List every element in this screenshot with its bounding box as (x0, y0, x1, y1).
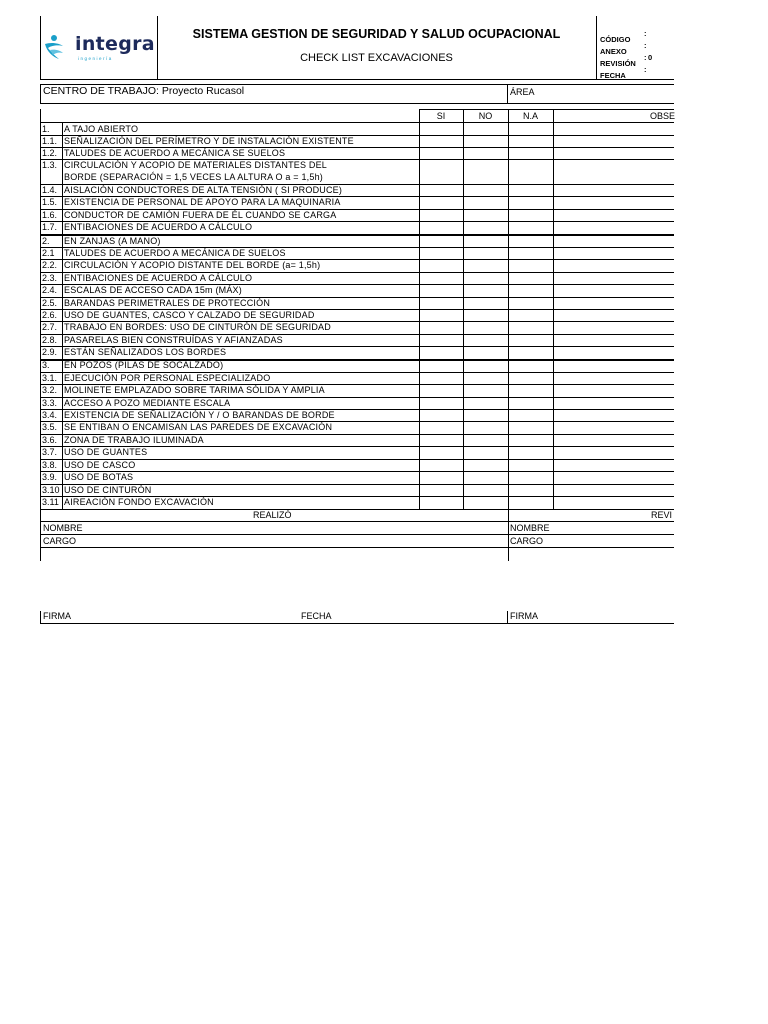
logo (40, 30, 158, 66)
nombre-label-right: NOMBRE (510, 523, 550, 533)
col-no: NO (478, 111, 493, 121)
logo-subtext: ingeniería (78, 56, 113, 61)
logo-text: integra (75, 33, 155, 55)
cargo-label-left: CARGO (43, 536, 77, 546)
nombre-label-left: NOMBRE (43, 523, 83, 533)
col-obs: OBSE (650, 111, 676, 121)
page-title: SISTEMA GESTION DE SEGURIDAD Y SALUD OCUPACIONAL (192, 27, 561, 41)
logo-swirl-icon (41, 32, 69, 62)
cargo-label-right: CARGO (510, 536, 544, 546)
meta-row: ANEXO : (600, 41, 647, 56)
area-label: ÁREA (510, 87, 535, 97)
firma-label-left: FIRMA (43, 611, 71, 621)
col-na: N.A (522, 111, 538, 121)
meta-row: FECHA : (600, 65, 647, 80)
reviso-label: REVI (651, 510, 673, 520)
page-subtitle: CHECK LIST EXCAVACIONES (300, 52, 453, 64)
fecha-label: FECHA (301, 611, 332, 621)
meta-row: REVISIÓN : 0 (600, 53, 653, 68)
realizo-label: REALIZÓ (253, 510, 292, 520)
col-si: SI (436, 111, 446, 121)
work-center-label: CENTRO DE TRABAJO: Proyecto Rucasol (43, 85, 245, 97)
meta-block (600, 29, 674, 80)
meta-row: CÓDIGO : (600, 29, 647, 44)
firma-label-right: FIRMA (510, 611, 538, 621)
